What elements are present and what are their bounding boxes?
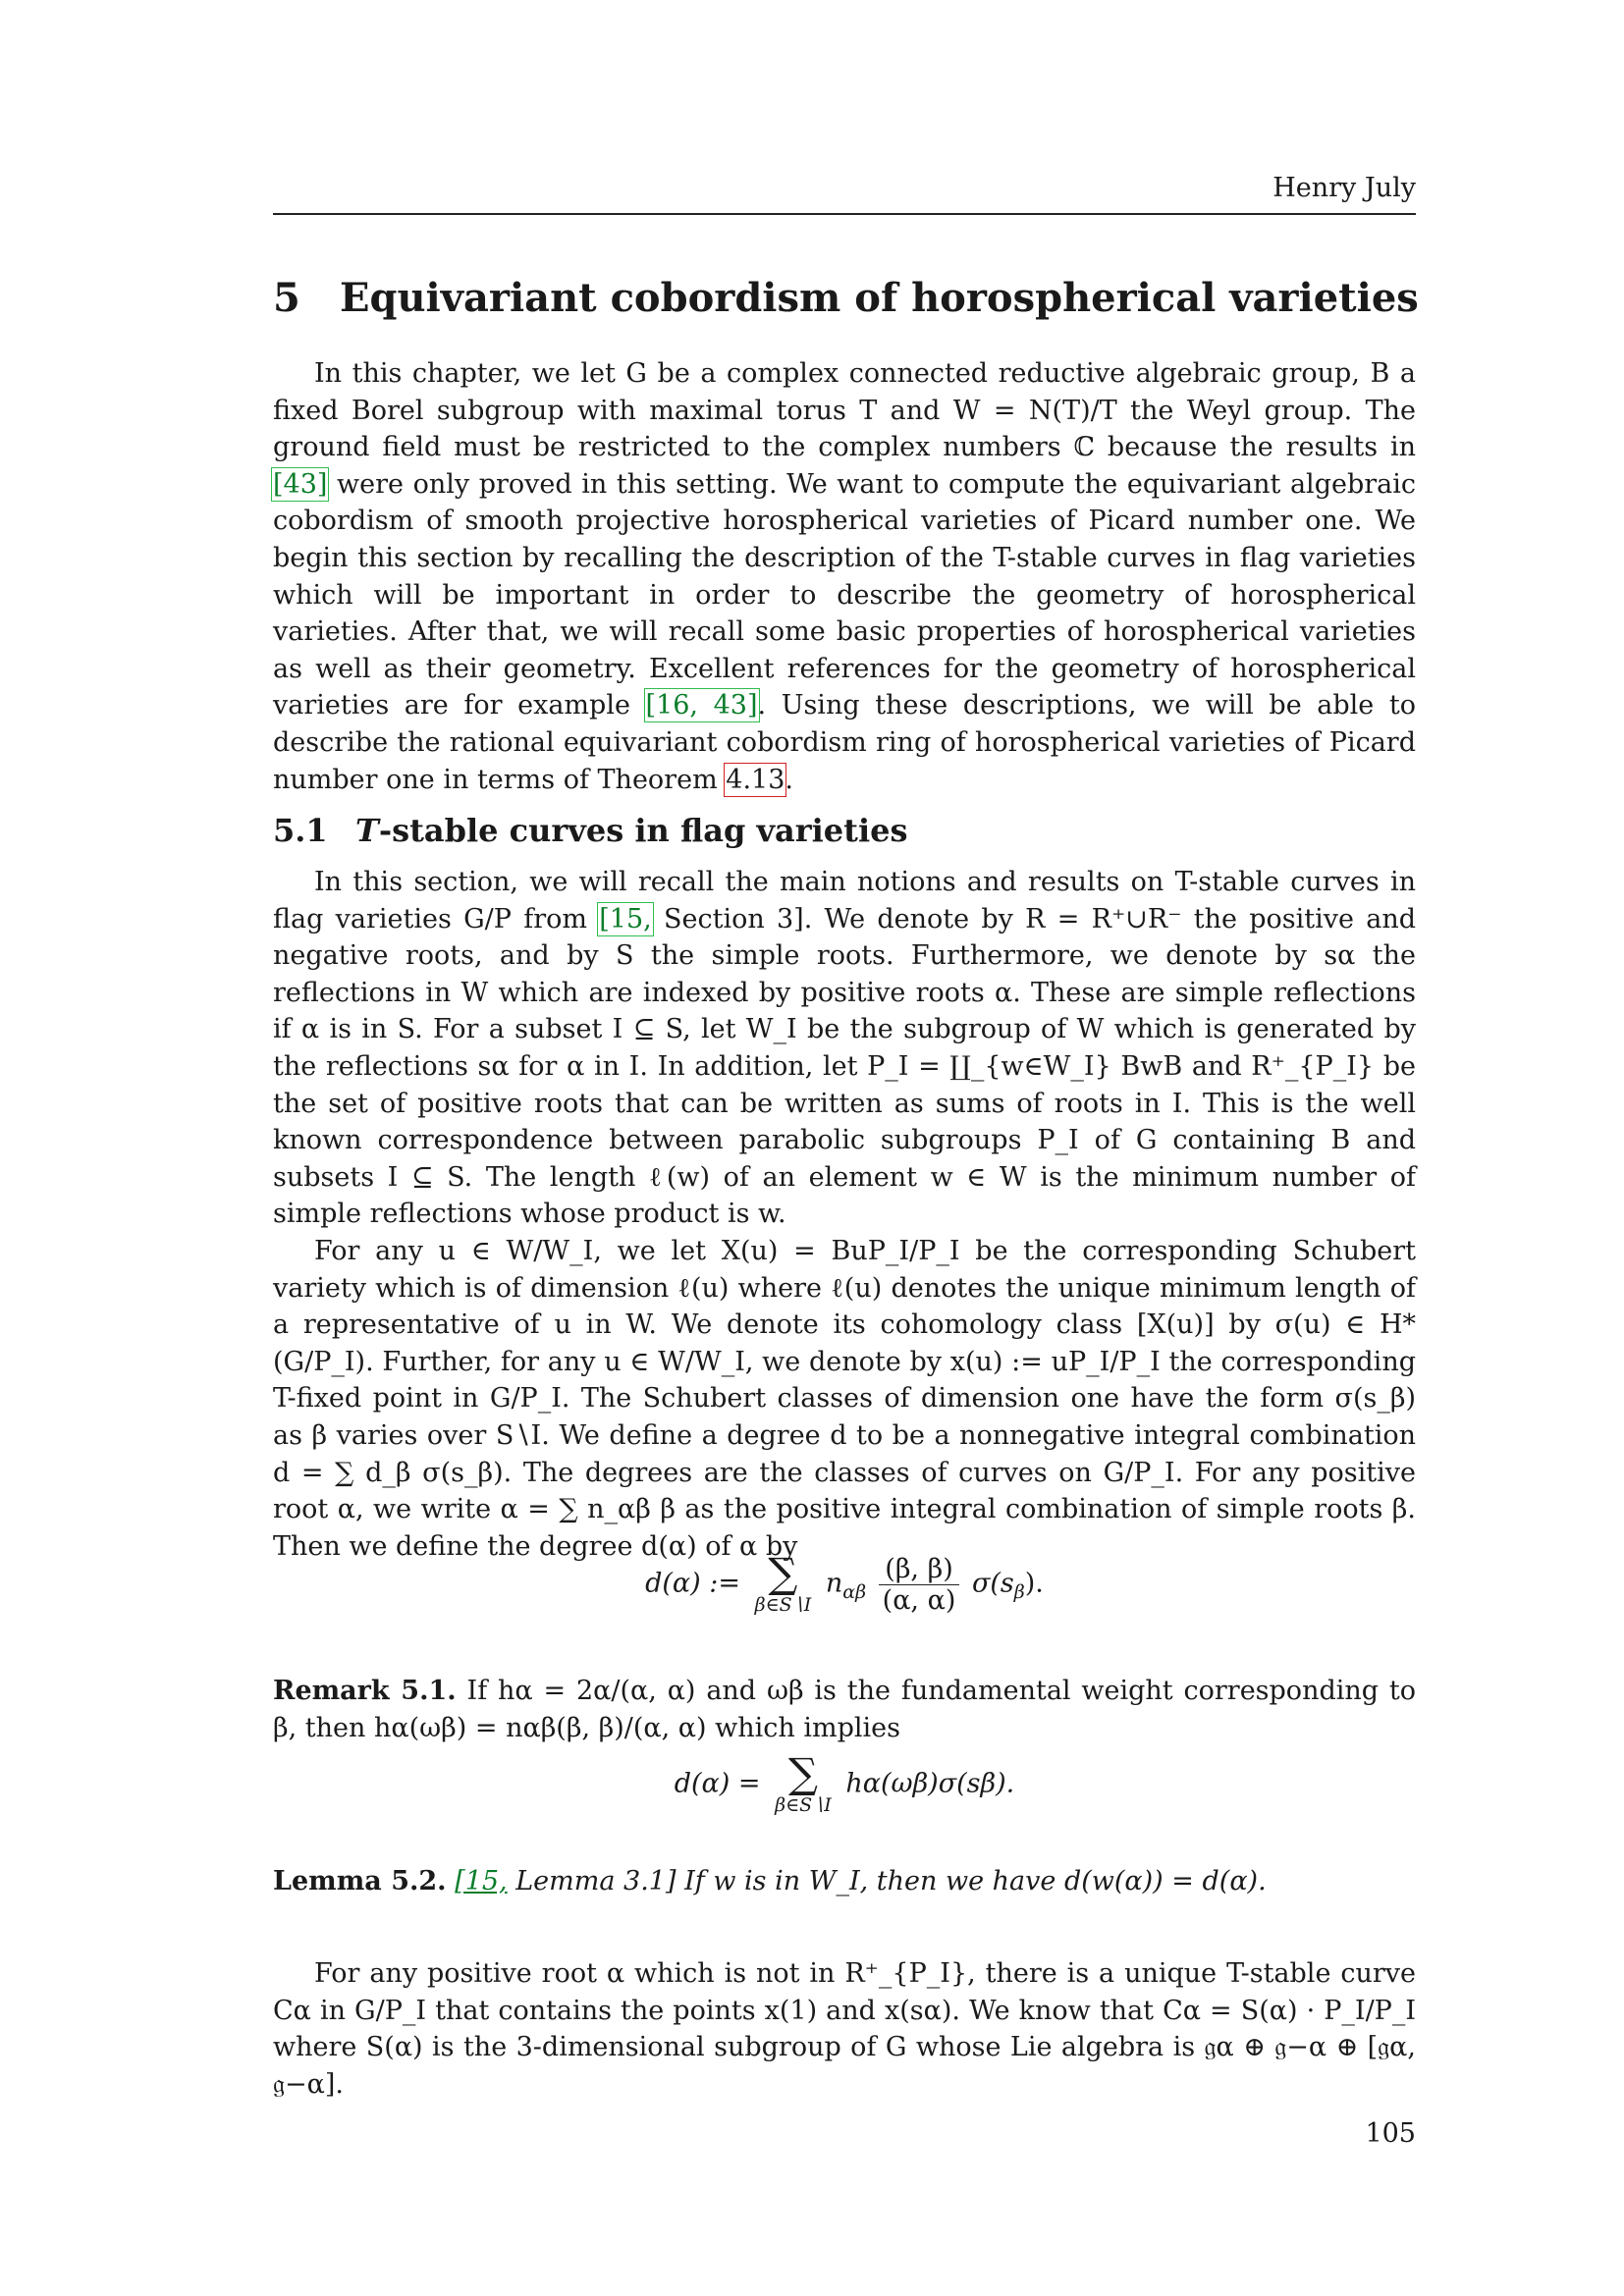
eq1-rhs-subscript: β [1013,1580,1025,1603]
eq1-end: ). [1024,1568,1044,1599]
summation-index: β∈S∖I [775,1794,832,1816]
remark-label: Remark 5.1. [273,1676,457,1706]
eq2-rhs: hα(ωβ)σ(sβ). [845,1768,1015,1799]
equation-degree-definition [273,1549,1416,1616]
citation-link[interactable]: [15, [455,1866,508,1896]
subsection-title-italic: T [355,812,379,849]
body-paragraphs [273,864,1416,1565]
subsection-number: 5.1 [273,812,328,849]
section-number: 5 [273,275,300,321]
fraction [879,1554,960,1616]
summation: ∑ β∈S∖I [754,1549,812,1616]
p1-text-2: Section 3]. We denote by R = R⁺∪R⁻ the positive and negative roots, and by S the simple roots. Furthermore, we denote by sα the reflections in W which are indexed by positive roots α. These are simple reflections if α is in S. For a subset I ⊆ S, let W_I be the subgroup of W which is generated by the reflections sα for α in I. In addition, let P_I = ∐_{w∈W_I} BwB and R⁺_{P_I} be the set of positive roots that can be written as sums of roots in I. This is the well known correspondence between parabolic subgroups P_I of G containing B and subsets I ⊆ S. The length ℓ(w) of an element w ∈ W is the minimum number of simple reflections whose product is w. [273,903,1416,1230]
fraction-denominator: (α, α) [882,1584,956,1616]
p1-text-1: In this section, we will recall the main notions and results on T-stable curves in flag varieties G/P from [273,867,1416,934]
subsection-title: -stable curves in flag varieties [378,812,908,849]
section-title: Equivariant cobordism of horospherical varieties [340,275,1419,321]
lemma-label: Lemma 5.2. [273,1866,447,1896]
intro-text-2: were only proved in this setting. We want to compute the equivariant algebraic cobordism of smooth projective horospherical varieties of Picard number one. We begin this section by recalling the description of the T-stable curves in flag varieties which will be important in order to describe the geometry of horospherical varieties. After that, we will recall some basic properties of horospherical varieties as well as their geometry. Excellent references for the geometry of horospherical varieties are for example [273,468,1416,721]
remark-block [273,1673,1416,1746]
intro-text-3: . Using these descriptions, we will be able to describe the rational equivariant cobordism ring of horospherical varieties of Picard number one in terms of Theorem [273,690,1416,795]
lemma-block [273,1863,1416,1900]
intro-text-1: In this chapter, we let G be a complex connected reductive algebraic group, B a fixed Borel subgroup with maximal torus T and W = N(T)/T the Weyl group. The ground field must be restricted to the complex numbers ℂ because the results in [273,358,1416,463]
eq1-lhs: d(α) := [645,1568,740,1599]
summation-index: β∈S∖I [754,1594,812,1616]
lemma-text: Lemma 3.1] If w is in W_I, then we have d(w(α)) = d(α). [507,1866,1267,1896]
equation-degree-weights [273,1749,1416,1816]
fraction-numerator: (β, β) [879,1554,960,1585]
paragraph-flag-varieties [273,864,1416,1233]
eq1-coefficient-subscript: αβ [842,1580,867,1603]
intro-paragraph [273,355,1416,798]
citation-link[interactable]: [43] [273,468,328,500]
theorem-reference-link[interactable]: 4.13 [726,764,785,795]
subsection-heading [273,812,907,849]
citation-link[interactable]: [15, [599,903,652,934]
eq2-lhs: d(α) = [674,1768,761,1799]
intro-text-4: . [785,764,793,795]
running-header: Henry July [273,173,1416,215]
summation: ∑ β∈S∖I [775,1749,832,1816]
paragraph-schubert: For any u ∈ W/W_I, we let X(u) = BuP_I/P_I be the corresponding Schubert variety which is of dimension ℓ(u) where ℓ(u) denotes the unique minimum length of a representative of u in W. We denote its cohomology class [X(u)] by σ(u) ∈ H*(G/P_I). Further, for any u ∈ W/W_I, we denote by x(u) := uP_I/P_I the corresponding T-fixed point in G/P_I. The Schubert classes of dimension one have the form σ(s_β) as β varies over S∖I. We define a degree d to be a nonnegative integral combination d = ∑ d_β σ(s_β). The degrees are the classes of curves on G/P_I. For any positive root α, we write α = ∑ n_αβ β as the positive integral combination of simple roots β. Then we define the degree d(α) of α by [273,1235,1416,1562]
remark-text: If hα = 2α/(α, α) and ωβ is the fundamental weight corresponding to β, then hα(ωβ) = nαβ(β, β)/(α, α) which implies [273,1676,1417,1743]
eq1-rhs: σ(s [971,1568,1014,1599]
page-number: 105 [1365,2118,1416,2149]
p3-text: For any positive root α which is not in R⁺_{P_I}, there is a unique T-stable curve Cα in G/P_I that contains the points x(1) and x(sα). We know that Cα = S(α) · P_I/P_I where S(α) is the 3-dimensional subgroup of G whose Lie algebra is 𝔤α ⊕ 𝔤−α ⊕ [𝔤α, 𝔤−α]. [273,1958,1416,2100]
paragraph-stable-curve [273,1955,1416,2103]
section-heading [273,275,1419,321]
eq1-coefficient: n [825,1568,843,1599]
citation-link[interactable]: [16, 43] [645,690,758,721]
